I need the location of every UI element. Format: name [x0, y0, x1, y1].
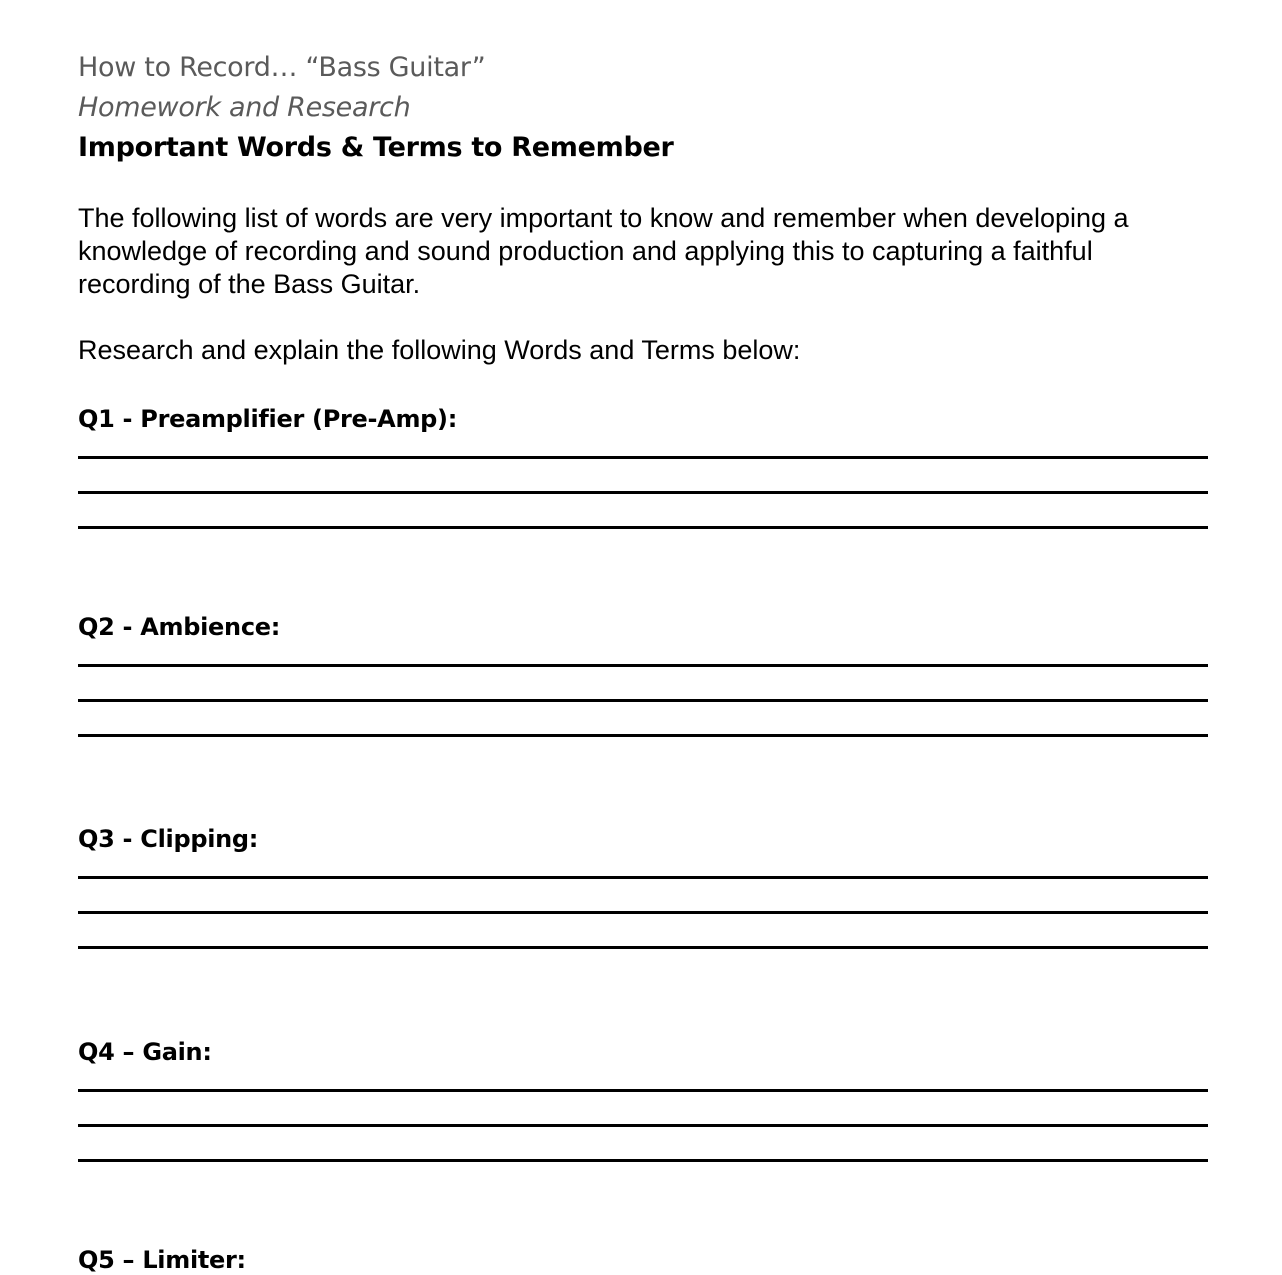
question-label: Q2 - Ambience: [78, 613, 281, 641]
question-block [78, 1245, 1208, 1275]
question-block [78, 1037, 1208, 1162]
answer-line[interactable] [78, 734, 1208, 737]
answer-lines[interactable] [78, 456, 1208, 529]
answer-line[interactable] [78, 526, 1208, 529]
question-block [78, 824, 1208, 949]
answer-lines[interactable] [78, 1089, 1208, 1162]
answer-line[interactable] [78, 1089, 1208, 1092]
answer-line[interactable] [78, 1159, 1208, 1162]
answer-lines[interactable] [78, 876, 1208, 949]
answer-line[interactable] [78, 876, 1208, 879]
answer-line[interactable] [78, 1124, 1208, 1127]
worksheet-page [78, 48, 1208, 1274]
answer-line[interactable] [78, 911, 1208, 914]
section-subtitle: Homework and Research [78, 92, 411, 123]
answer-line[interactable] [78, 946, 1208, 949]
answer-line[interactable] [78, 699, 1208, 702]
question-block [78, 404, 1208, 529]
question-label: Q3 - Clipping: [78, 825, 259, 853]
answer-line[interactable] [78, 456, 1208, 459]
intro-paragraph: The following list of words are very important to know and remember when developing a knowledge of recording and sound production and applying this to capturing a faithful recording of the Bass Guitar. [78, 203, 1129, 299]
instruction-text: Research and explain the following Words and Terms below: [78, 335, 801, 365]
answer-line[interactable] [78, 664, 1208, 667]
answer-line[interactable] [78, 491, 1208, 494]
course-title: How to Record… “Bass Guitar” [78, 52, 486, 83]
answer-lines[interactable] [78, 664, 1208, 737]
question-label: Q5 – Limiter: [78, 1246, 246, 1274]
page-title: Important Words & Terms to Remember [78, 132, 674, 163]
question-label: Q4 – Gain: [78, 1038, 212, 1066]
question-block [78, 612, 1208, 737]
question-label: Q1 - Preamplifier (Pre-Amp): [78, 405, 458, 433]
